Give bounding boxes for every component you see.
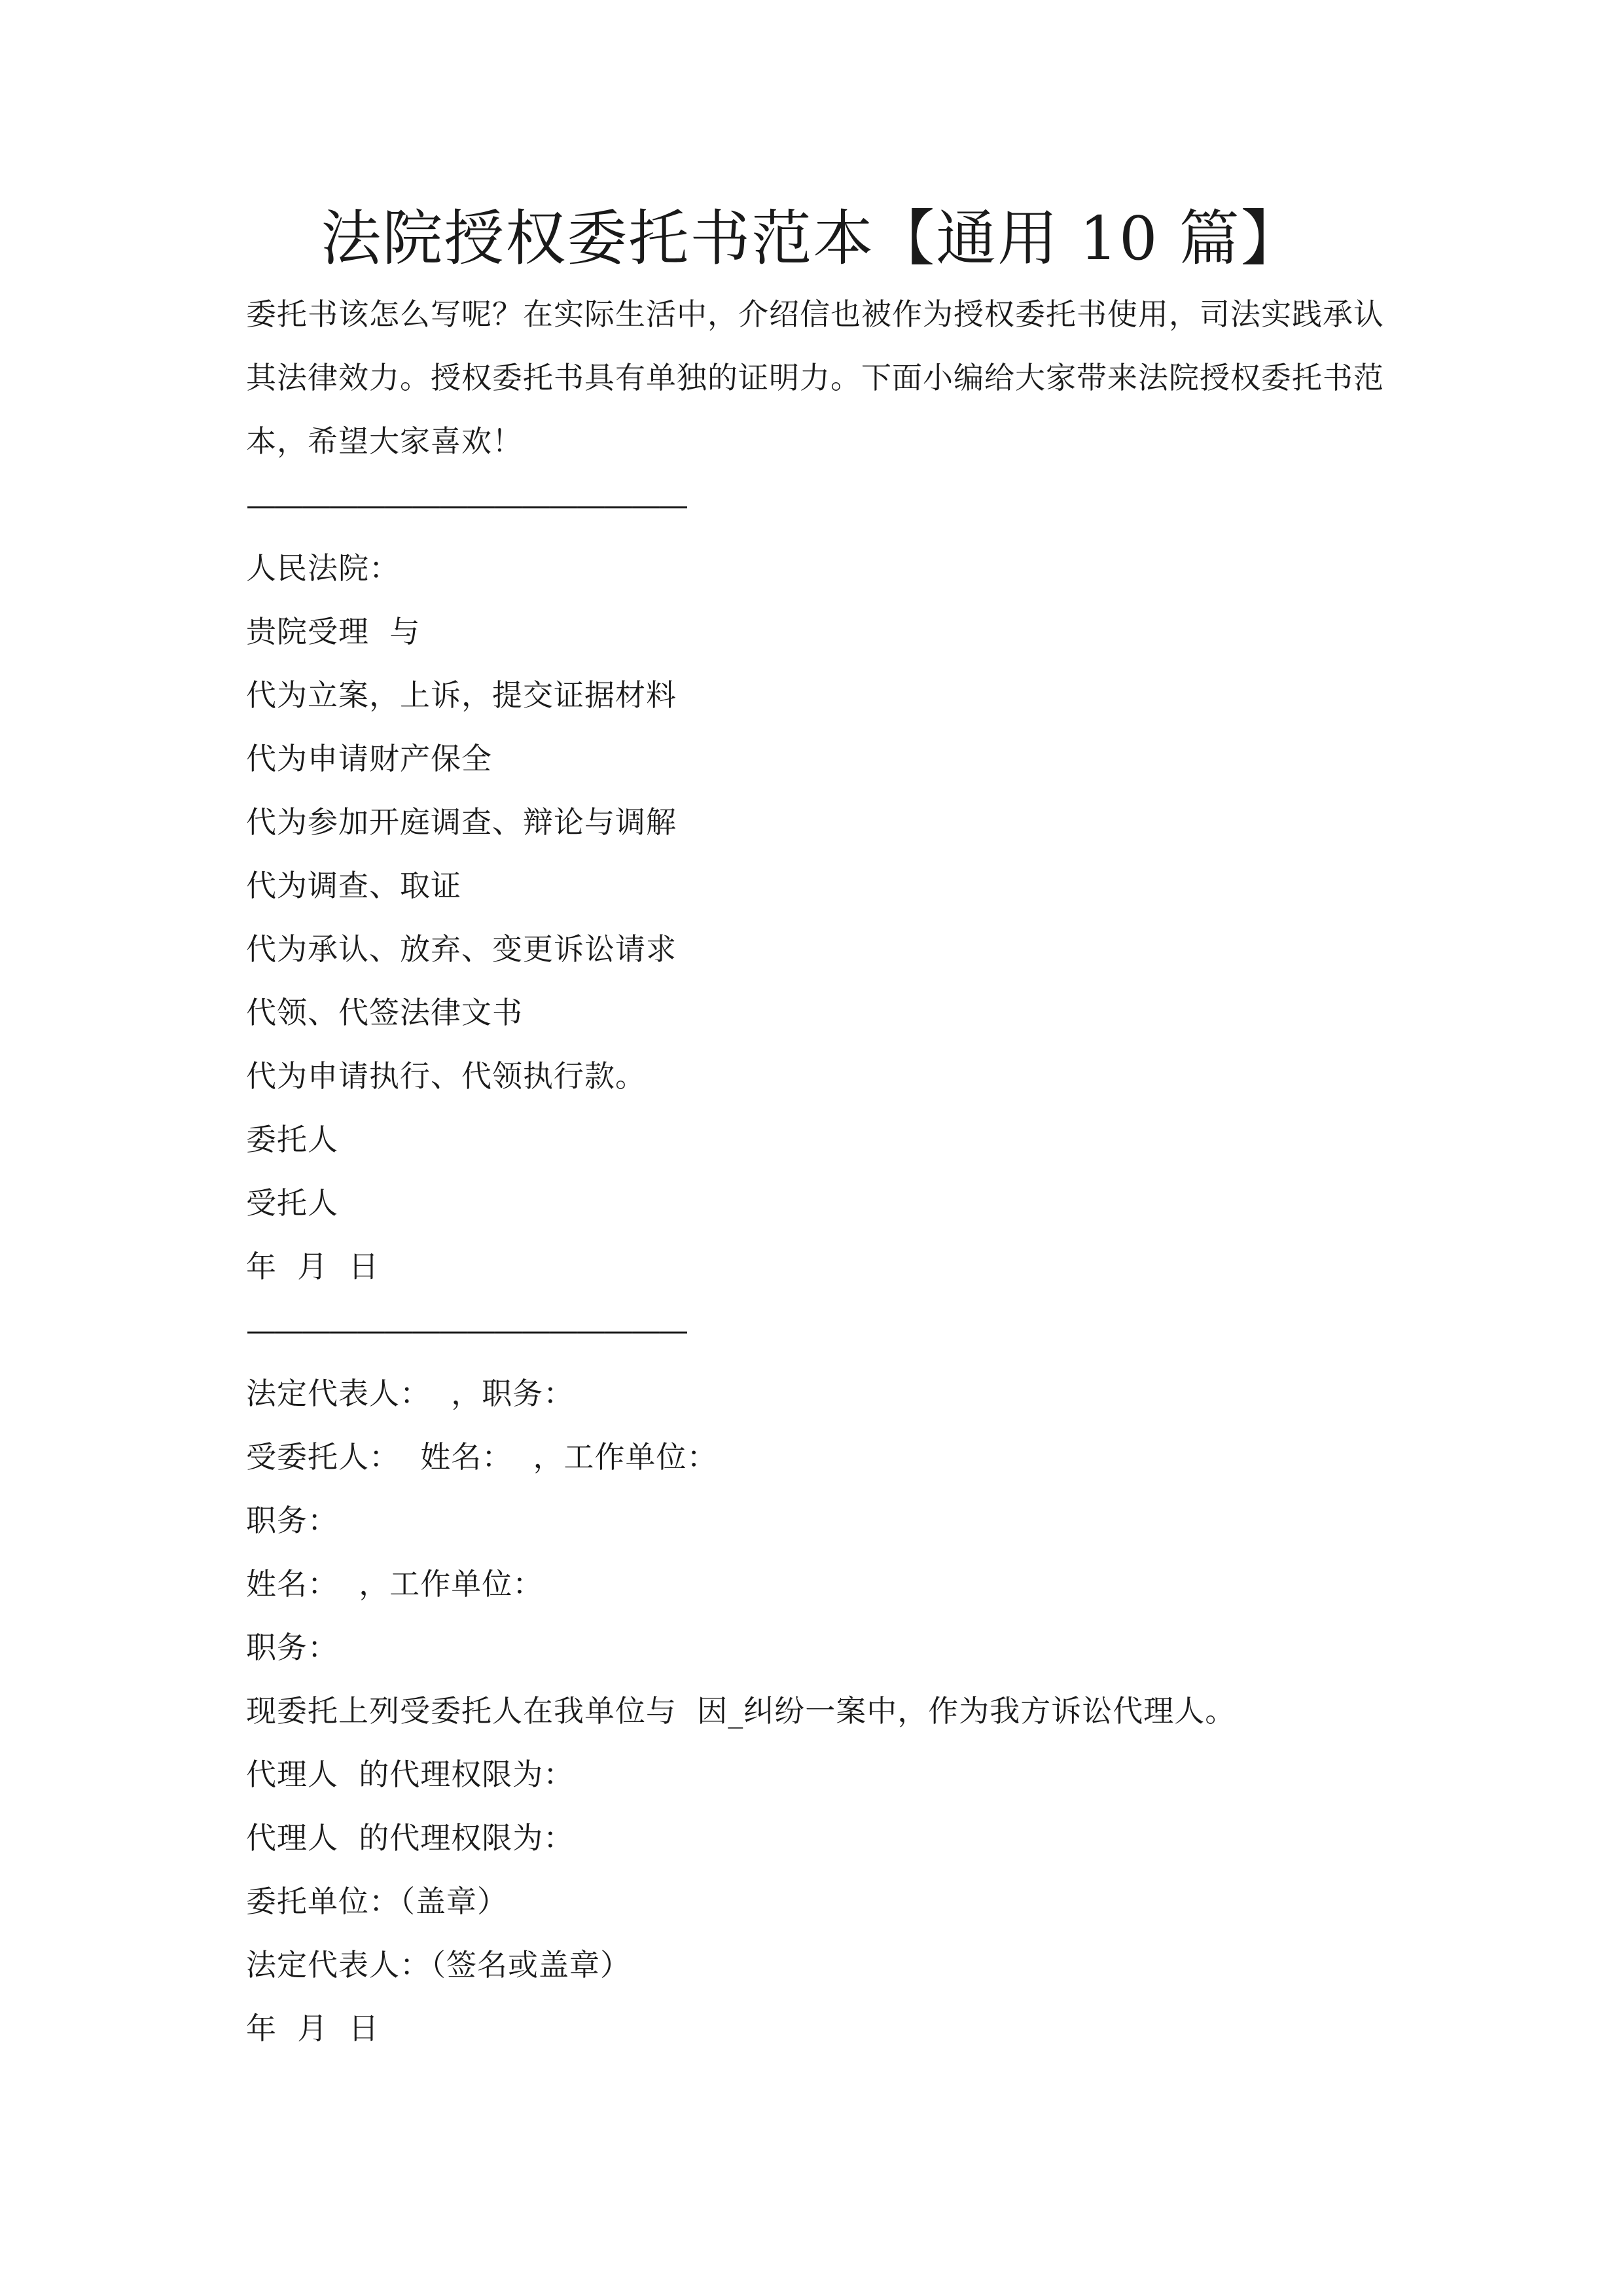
text-line: 职务： — [246, 1630, 338, 1665]
text-line: 代为调查、取证 — [246, 868, 461, 903]
document-title: 法院授权委托书范本【通用 10 篇】 — [321, 204, 1302, 274]
intro-paragraph: 委托书该怎么写呢？在实际生活中，介绍信也被作为授权委托书使用，司法实践承认其法律效力。授权委托书具有单独的证明力。下面小编给大家带来法院授权委托书范本，希望大家喜欢！ — [246, 296, 1384, 459]
text-line: 代为申请财产保全 — [246, 741, 492, 776]
text-line: 人民法院： — [246, 550, 400, 586]
separator-line: ———————————————— — [246, 487, 686, 522]
text-line: 代为承认、放弃、变更诉讼请求 — [246, 931, 677, 967]
text-line: 姓名： ，工作单位： — [246, 1566, 544, 1602]
section-2 — [246, 1362, 1387, 2060]
separator-line: ———————————————— — [246, 1312, 686, 1348]
text-line: 受托人 — [246, 1185, 338, 1221]
text-line: 代为立案，上诉，提交证据材料 — [246, 677, 677, 713]
text-line: 代为参加开庭调查、辩论与调解 — [246, 804, 677, 840]
text-line: 委托人 — [246, 1122, 338, 1157]
text-line: 代理人 的代理权限为： — [246, 1757, 575, 1792]
text-line: 法定代表人： ，职务： — [246, 1376, 575, 1411]
document-body — [246, 283, 1387, 2060]
text-line: 年 月 日 — [246, 1249, 380, 1284]
text-line: 代领、代签法律文书 — [246, 995, 523, 1030]
text-line: 职务： — [246, 1503, 338, 1538]
section-1 — [246, 537, 1387, 1299]
text-line: 年 月 日 — [246, 2011, 380, 2046]
text-line: 受委托人： 姓名： ，工作单位： — [246, 1439, 718, 1475]
text-line: 代理人 的代理权限为： — [246, 1820, 575, 1856]
text-line: 法定代表人：（签名或盖章） — [246, 1947, 631, 1982]
text-line: 代为申请执行、代领执行款。 — [246, 1058, 646, 1094]
text-line: 委托单位：（盖章） — [246, 1884, 508, 1919]
text-line: 现委托上列受委托人在我单位与 因_纠纷一案中，作为我方诉讼代理人。 — [246, 1693, 1236, 1729]
text-line: 贵院受理 与 — [246, 614, 421, 649]
